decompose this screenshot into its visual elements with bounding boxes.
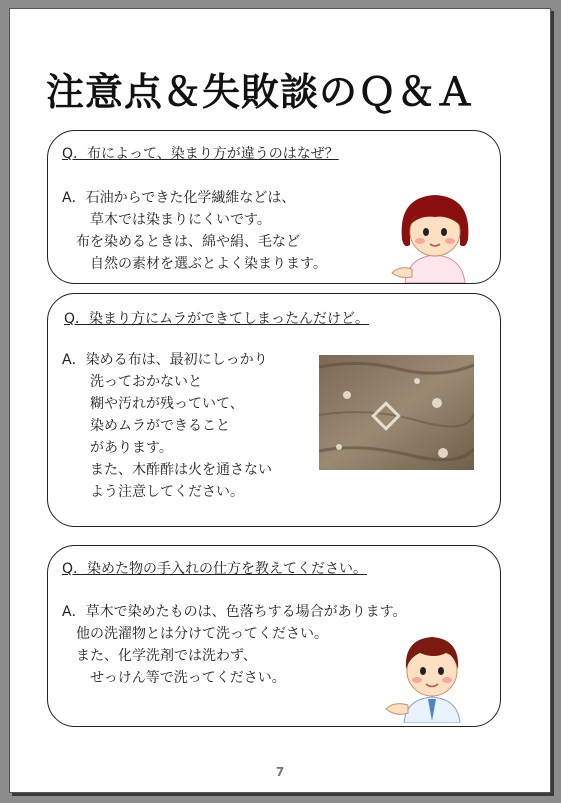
answer-line: 糊や汚れが残っていて、 bbox=[62, 396, 244, 412]
answer-2 bbox=[62, 349, 272, 503]
document-page bbox=[9, 8, 551, 793]
page-title: 注意点＆失敗談のＱ＆Ａ bbox=[46, 70, 476, 114]
answer-line: また、木酢酢は火を通さない bbox=[62, 462, 272, 478]
answer-1 bbox=[62, 187, 327, 275]
answer-line: があります。 bbox=[62, 440, 173, 456]
question-3: Q．染めた物の手入れの仕方を教えてください。 bbox=[62, 561, 368, 577]
answer-line: せっけん等で洗ってください。 bbox=[62, 670, 286, 686]
answer-3 bbox=[62, 601, 406, 689]
answer-line: 自然の素材を選ぶとよく染まります。 bbox=[62, 256, 327, 272]
question-2: Q．染まり方にムラができてしまったんだけど。 bbox=[64, 311, 370, 327]
girl-character-illustration bbox=[390, 187, 480, 283]
answer-line: よう注意してください。 bbox=[62, 484, 244, 500]
answer-line: 他の洗濯物とは分けて洗ってください。 bbox=[62, 626, 328, 642]
answer-line: また、化学洗剤では洗わず、 bbox=[62, 648, 257, 664]
boy-character-illustration bbox=[384, 625, 474, 723]
question-1: Q．布によって、染まり方が違うのはなぜ？ bbox=[62, 146, 339, 162]
answer-line: 染めムラができること bbox=[62, 418, 230, 434]
answer-line: A．草木で染めたものは、色落ちする場合があります。 bbox=[62, 604, 407, 620]
page-number: 7 bbox=[275, 765, 285, 779]
answer-line: A．石油からできた化学繊維などは、 bbox=[62, 190, 296, 206]
answer-line: 布を染めるときは、綿や絹、毛など bbox=[62, 234, 300, 250]
answer-line: 洗っておかないと bbox=[62, 374, 202, 390]
answer-line: 草木では染まりにくいです。 bbox=[62, 212, 271, 228]
answer-line: A．染める布は、最初にしっかり bbox=[62, 352, 268, 368]
uneven-dye-cloth-photo bbox=[319, 355, 474, 470]
